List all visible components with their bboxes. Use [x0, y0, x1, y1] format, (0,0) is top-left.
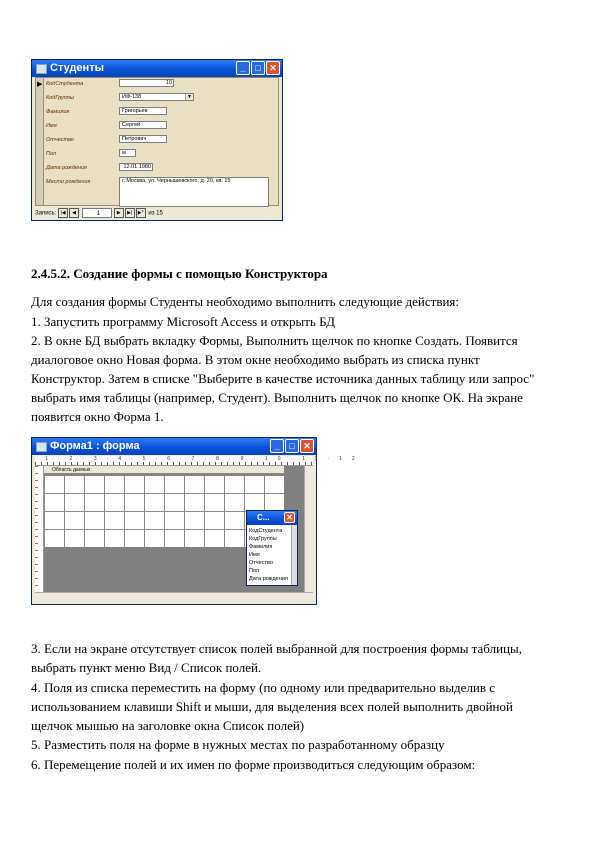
- record-navigator: [35, 208, 279, 218]
- field-list-item[interactable]: Имя: [249, 552, 260, 558]
- paragraph-line: щелчок мышью на заголовке окна Список полей): [31, 718, 305, 733]
- paragraph-line: выбрать имя таблицы (например, Студент). Выполнить щелчок по кнопке ОК. На экране: [31, 390, 523, 405]
- group-id-value: ИФ-138: [122, 94, 142, 100]
- paragraph-line: 4. Поля из списка переместить на форму (по одному или предварительно выделив с: [31, 680, 496, 695]
- birth-date-field[interactable]: 12.01.1980: [119, 163, 153, 171]
- record-number-input[interactable]: [82, 208, 112, 218]
- paragraph-line: Конструктор. Затем в списке "Выберите в качестве источника данных таблицу или запрос": [31, 371, 535, 386]
- field-list-item[interactable]: КодСтудента: [249, 528, 283, 534]
- field-list-titlebar[interactable]: [247, 511, 297, 525]
- field-list-item[interactable]: Отчество: [249, 560, 273, 566]
- form-icon: [36, 64, 47, 74]
- field-label: Фамилия: [46, 109, 70, 115]
- paragraph-line: 2. В окне БД выбрать вкладку Формы, Выполнить щелчок по кнопке Создать. Появится: [31, 333, 518, 348]
- group-id-select[interactable]: [119, 93, 194, 101]
- surname-field[interactable]: Григорьев: [119, 107, 167, 115]
- student-id-field[interactable]: 10: [119, 79, 174, 87]
- close-button[interactable]: ✕: [266, 61, 280, 75]
- field-label: Имя: [46, 123, 57, 129]
- record-count: из 15: [148, 210, 163, 217]
- gender-field[interactable]: м: [119, 149, 136, 157]
- field-list-item[interactable]: КодГруппы: [249, 536, 277, 542]
- record-label: Запись:: [35, 210, 57, 217]
- form-icon: [36, 442, 47, 452]
- field-label: Отчество: [46, 137, 74, 143]
- horizontal-ruler: [35, 456, 365, 466]
- form-body: [35, 77, 279, 206]
- new-record-button[interactable]: ▶*: [136, 208, 146, 218]
- vertical-scrollbar[interactable]: [304, 466, 313, 592]
- design-window-title: Форма1 : форма: [50, 440, 140, 452]
- paragraph-line: 3. Если на экране отсутствует список полей выбранной для построения формы таблицы,: [31, 641, 522, 656]
- paragraph-line: диалоговое окно Новая форма. В этом окне необходимо выбрать из списка пункт: [31, 352, 480, 367]
- maximize-button[interactable]: □: [285, 439, 299, 453]
- next-record-button[interactable]: ▶: [114, 208, 124, 218]
- record-number: 1: [96, 211, 101, 217]
- section-heading: 2.4.5.2. Создание формы с помощью Конструктора: [31, 266, 328, 281]
- field-label: Дата рождения: [46, 165, 87, 171]
- detail-section-label: Область данных: [52, 467, 91, 473]
- maximize-button[interactable]: □: [251, 61, 265, 75]
- students-window-title: Студенты: [50, 62, 104, 74]
- field-list-item[interactable]: Пол: [249, 568, 260, 574]
- design-window-titlebar[interactable]: [32, 438, 316, 455]
- students-window-titlebar[interactable]: [32, 60, 282, 77]
- field-list-item[interactable]: Фамилия: [249, 544, 273, 550]
- first-record-button[interactable]: |◀: [58, 208, 68, 218]
- paragraph-line: выбрать пункт меню Вид / Список полей.: [31, 660, 262, 675]
- birth-place-field[interactable]: г. Москва, ул. Чернышевского, д. 20, кв. 15: [119, 177, 269, 207]
- field-label: Место рождения: [46, 179, 91, 185]
- detail-section-header[interactable]: [44, 466, 284, 474]
- horizontal-scrollbar[interactable]: [35, 592, 313, 601]
- field-list-scrollbar[interactable]: [291, 525, 297, 585]
- paragraph-line: 6. Перемещение полей и их имен по форме производиться следующим образом:: [31, 757, 476, 772]
- field-label: КодГруппы: [46, 95, 74, 101]
- field-label: Пол: [46, 151, 57, 157]
- students-form-window: [31, 59, 283, 221]
- paragraph-line: Для создания формы Студенты необходимо выполнить следующие действия:: [31, 294, 460, 309]
- minimize-button[interactable]: _: [236, 61, 250, 75]
- paragraph-line: использованием клавиши Shift и мыши, для выделения всех полей выполнить двойной: [31, 699, 513, 714]
- paragraph-line: 5. Разместить поля на форме в нужных местах по разработанному образцу: [31, 737, 445, 752]
- field-list-item[interactable]: Дата рождения: [249, 576, 288, 582]
- vertical-ruler: [35, 466, 44, 592]
- record-pointer-icon: ▶: [37, 80, 43, 88]
- field-label: КодСтудента: [46, 81, 84, 87]
- record-selector[interactable]: [36, 78, 44, 205]
- patronymic-field[interactable]: Петрович: [119, 135, 167, 143]
- prev-record-button[interactable]: ◀: [69, 208, 79, 218]
- ruler-numbers: 1·2·3·4·5·6·7·8·9·10·11·12: [45, 456, 365, 462]
- last-record-button[interactable]: ▶|: [125, 208, 135, 218]
- field-list-window: [246, 510, 298, 586]
- field-list-title: С...: [257, 513, 270, 522]
- chevron-down-icon[interactable]: ▼: [185, 94, 193, 100]
- paragraph-line: появится окно Форма 1.: [31, 409, 164, 424]
- field-list: [247, 527, 291, 583]
- first-name-field[interactable]: Сергей: [119, 121, 167, 129]
- close-button[interactable]: ✕: [300, 439, 314, 453]
- minimize-button[interactable]: _: [270, 439, 284, 453]
- paragraph-line: 1. Запустить программу Microsoft Access и открыть БД: [31, 314, 335, 329]
- close-button[interactable]: ✕: [284, 512, 295, 523]
